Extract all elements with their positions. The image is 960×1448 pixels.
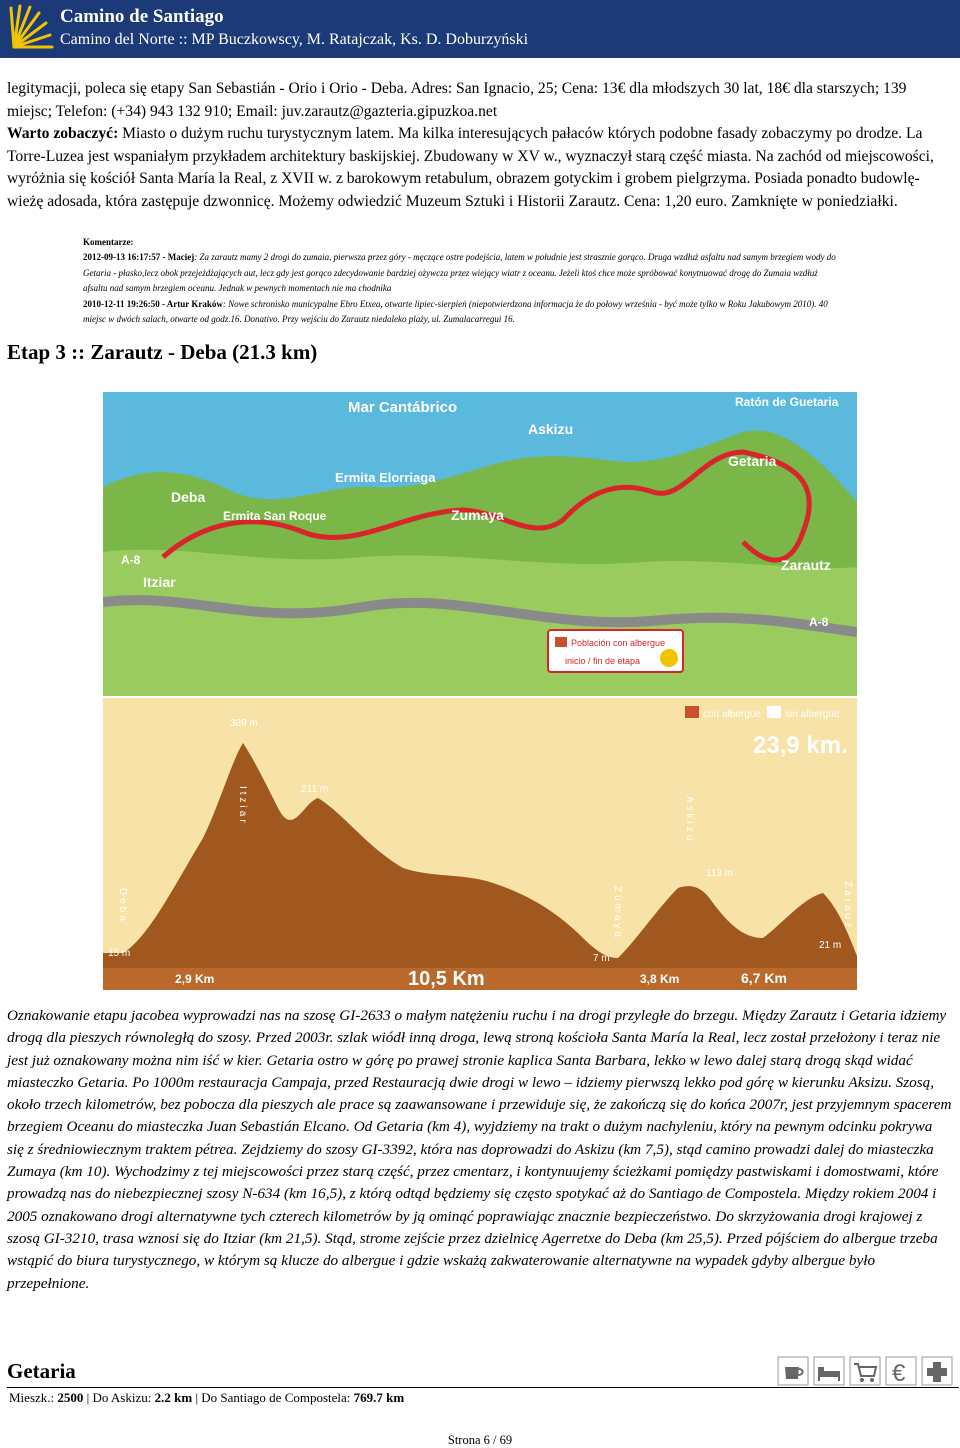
vertical-name: Zarauz: [842, 881, 853, 931]
site-title: Camino de Santiago: [60, 6, 224, 27]
medical-cross-icon: [922, 1357, 952, 1385]
peak-label: 21 m: [819, 940, 842, 951]
segment-distance: 3,8 Km: [640, 972, 680, 986]
map-legend: [548, 630, 683, 672]
vertical-name: Askizu: [684, 796, 695, 844]
map-label-elorriaga: Ermita Elorriaga: [335, 470, 436, 485]
map-label-askizu: Askizu: [528, 421, 574, 437]
peak-label: 7 m: [593, 953, 610, 964]
stage-description: Oznakowanie etapu jacobea wyprowadzi nas na szosę GI-2633 o małym natężeniu ruchu i na drogi przyległe do brzegu. Między Zarautz i Getaria idziemy drogą dla pieszych równoległą do szosy. Przed 2003r. szlak wiódł inną droga, lewą stroną kościoła Santa María la Real, lecz został przełożony i teraz nie jest już oznakowany można nim iść w kier. Getaria ostro w górę po prawej stronie kaplica Santa Barbara, lekko w lewo dalej starą drogą skąd widać miasteczko Getaria. Po 1000m restauracja Campaja, przed Restauracją dwie drogi w lewo – idziemy pierwszą lekko pod górę w kierunku Aksizu. Szosą, około trzech kilometrów, bez pobocza dla pieszych ale prace są zaawansowane i przewiduje się, że zakończą się do końca 2007r, jest przyjemnym spacerem brzegiem Oceanu do miasteczka Juan Sebastián Elcano. Od Getaria (km 4), wyjdziemy na trakt o dużym nachyleniu, który na pewnym odcinku pokrywa się z średniowiecznym traktem pétrea. Zejdziemy do szosy GI-3392, która nas doprowadzi do Askizu (km 7,5), stąd camino prowadzi dalej do miasteczka Zumaya (km 10). Wychodzimy z tej miejscowości przez starą część, przez cmentarz, i kontynuujemy ścieżkami pomiędzy pastwiskami i domostwami, które prowadzą nas do niebezpiecznej szosy N-634 (km 16,5), z którą odtąd będziemy się często spotykać aż do Santiago de Compostela. Między rokiem 2004 i 2005 oznakowano drogi alternatywne tych czterech kilometrów by ją ominąć poprawiając znacznie bezpieczeństwo. Do skrzyżowania drogi krajowej z szosą GI-3210, trasa wznosi się do Itziar (km 21,5). Stąd, strome zejście przez dzielnicę Agerretxe do Deba (km 25,5). Przed pójściem do albergue trzeba wstąpić do biura turystycznego, w którym są klucze do albergue i gdzie wskażą zakwaterowanie alternatywne na wypadek gdyby albergue było przepełnione.: [7, 1007, 952, 1292]
stage-title: Etap 3 :: Zarautz - Deba (21.3 km): [7, 340, 318, 364]
svg-text:inicio / fin de etapa: inicio / fin de etapa: [565, 656, 641, 666]
map-label-getaria: Getaria: [728, 453, 777, 469]
vertical-name: Deba: [117, 888, 128, 924]
euro-icon: [886, 1357, 916, 1387]
distance-next-value: 2.2 km: [154, 1390, 193, 1405]
peak-label: 389 m: [230, 718, 258, 729]
page-header: [0, 0, 960, 58]
population-value: 2500: [57, 1390, 84, 1405]
map-label-itziar: Itziar: [143, 574, 176, 590]
distance-next-label: Do Askizu:: [92, 1390, 155, 1405]
total-distance: 23,9 km.: [753, 732, 848, 759]
distance-santiago-value: 769.7 km: [353, 1390, 405, 1405]
segment-distance: 6,7 Km: [741, 970, 787, 986]
shopping-cart-icon: [850, 1357, 880, 1385]
map-label-raton: Ratón de Guetaria: [735, 395, 839, 409]
coffee-icon: [778, 1357, 808, 1385]
distance-santiago-label: Do Santiago de Compostela:: [201, 1390, 354, 1405]
map-label-zumaya: Zumaya: [451, 507, 504, 523]
comment-meta: 2012-09-13 16:17:57 - Maciej: [83, 252, 195, 263]
map-label-sea: Mar Cantábrico: [348, 399, 458, 416]
comment-item: [83, 299, 828, 324]
peak-label: 113 m: [706, 868, 734, 879]
map-label-zarautz: Zarautz: [781, 557, 831, 573]
svg-text:Población con albergue: Población con albergue: [571, 638, 666, 648]
peak-label: 15 m: [108, 948, 131, 959]
svg-text:con albergue: con albergue: [703, 709, 761, 720]
vertical-name: Itziar: [237, 786, 248, 826]
comments-section: [83, 235, 843, 327]
page-number: Strona 6 / 69: [447, 1433, 513, 1447]
comments-label: Komentarze:: [83, 237, 134, 247]
comment-text: : Nowe schronisko municypalne Ebro Etxea, otwarte lipiec-sierpień (niepotwierdzona informacja że do połowy września - być może tylko w Roku Jakubowym 2010). 40 miejsc w dwóch salach, otwarte od godz.16. Donativo. Przy wejściu do Zarautz niedaleko plaży, ul. Zumalacarregui 16.: [83, 298, 828, 325]
comment-meta: 2010-12-11 19:26:50 - Artur Kraków: [83, 298, 223, 309]
vertical-name: Zumaya: [612, 886, 623, 941]
svg-text:sin albergue: sin albergue: [785, 709, 840, 720]
bed-icon: [814, 1357, 844, 1385]
map-label-san-roque: Ermita San Roque: [223, 509, 327, 523]
peak-label: 211 m: [301, 784, 329, 795]
scallop-shell-logo-icon: [6, 3, 56, 55]
place-info-bar: Mieszk.: 2500 | Do Askizu: 2.2 km | Do Santiago de Compostela: 769.7 km: [7, 1387, 959, 1406]
map-label-a8-left: A-8: [121, 553, 141, 567]
warto-label: Warto zobaczyć:: [7, 125, 119, 142]
svg-text:€: €: [892, 1360, 906, 1387]
route-map-illustration: [103, 392, 857, 696]
map-label-deba: Deba: [171, 489, 206, 505]
population-label: Mieszk.:: [9, 1390, 58, 1405]
segment-distance: 2,9 Km: [175, 972, 215, 986]
place-title: Getaria: [7, 1359, 76, 1383]
comment-item: [83, 252, 836, 293]
amenity-icons: [776, 1355, 958, 1387]
intro-paragraph: [7, 78, 952, 213]
segment-distance: 10,5 Km: [408, 968, 485, 990]
intro-text-2: Miasto o dużym ruchu turystycznym latem. Ma kilka interesujących pałaców których podobne fasady zobaczymy po drodze. La Torre-Luzea jest wspaniałym przykładem architektury baskijskiej. Zbudowany w XV w., wyznaczył starą część miasta. Na zachód od miejscowości, wyróżnia się kościół Santa María la Real, z XVII w. z barokowym retabulum, obrazem gotyckim i grobem pielgrzyma. Posiada ponadto budowlę-wieżę adosada, która zastępuje dzwonnicę. Możemy odwiedzić Muzeum Sztuki i Historii Zarautz. Cena: 1,20 euro. Zamknięte w poniedziałki.: [7, 125, 934, 210]
map-label-a8-right: A-8: [809, 615, 829, 629]
comment-text: : Za zarautz mamy 2 drogi do zumaia, pierwsza przez góry - męczące ostre podejścia, latem w południe jest strasznie gorąco. Druga wzdłuż asfaltu nad samym brzegiem wody do Getaria - płasko,lecz obok przejeżdżających aut, lecz gdy jest gorąco zdecydowanie bardziej ożywcza przez wiejący wiatr z oceanu. Jeżeli ktoś chce może spróbować konytnuować drogę do Zumaia wzdłuż afsaltu nad samym brzegiem oceanu. Jednak w pewnych momentach nie ma chodnika: [83, 252, 836, 294]
site-subtitle: Camino del Norte :: MP Buczkowscy, M. Ratajczak, Ks. D. Doburzyński: [60, 31, 529, 48]
elevation-profile: [103, 698, 857, 990]
intro-text-1: legitymacji, poleca się etapy San Sebastián - Orio i Orio - Deba. Adres: San Ignacio, 25; Cena: 13€ dla młodszych 30 lat, 18€ dla starszych; 139 miejsc; Telefon: (+34) 943 132 910; Email: juv.zarautz@gazteria.gipuzkoa.net: [7, 80, 907, 120]
